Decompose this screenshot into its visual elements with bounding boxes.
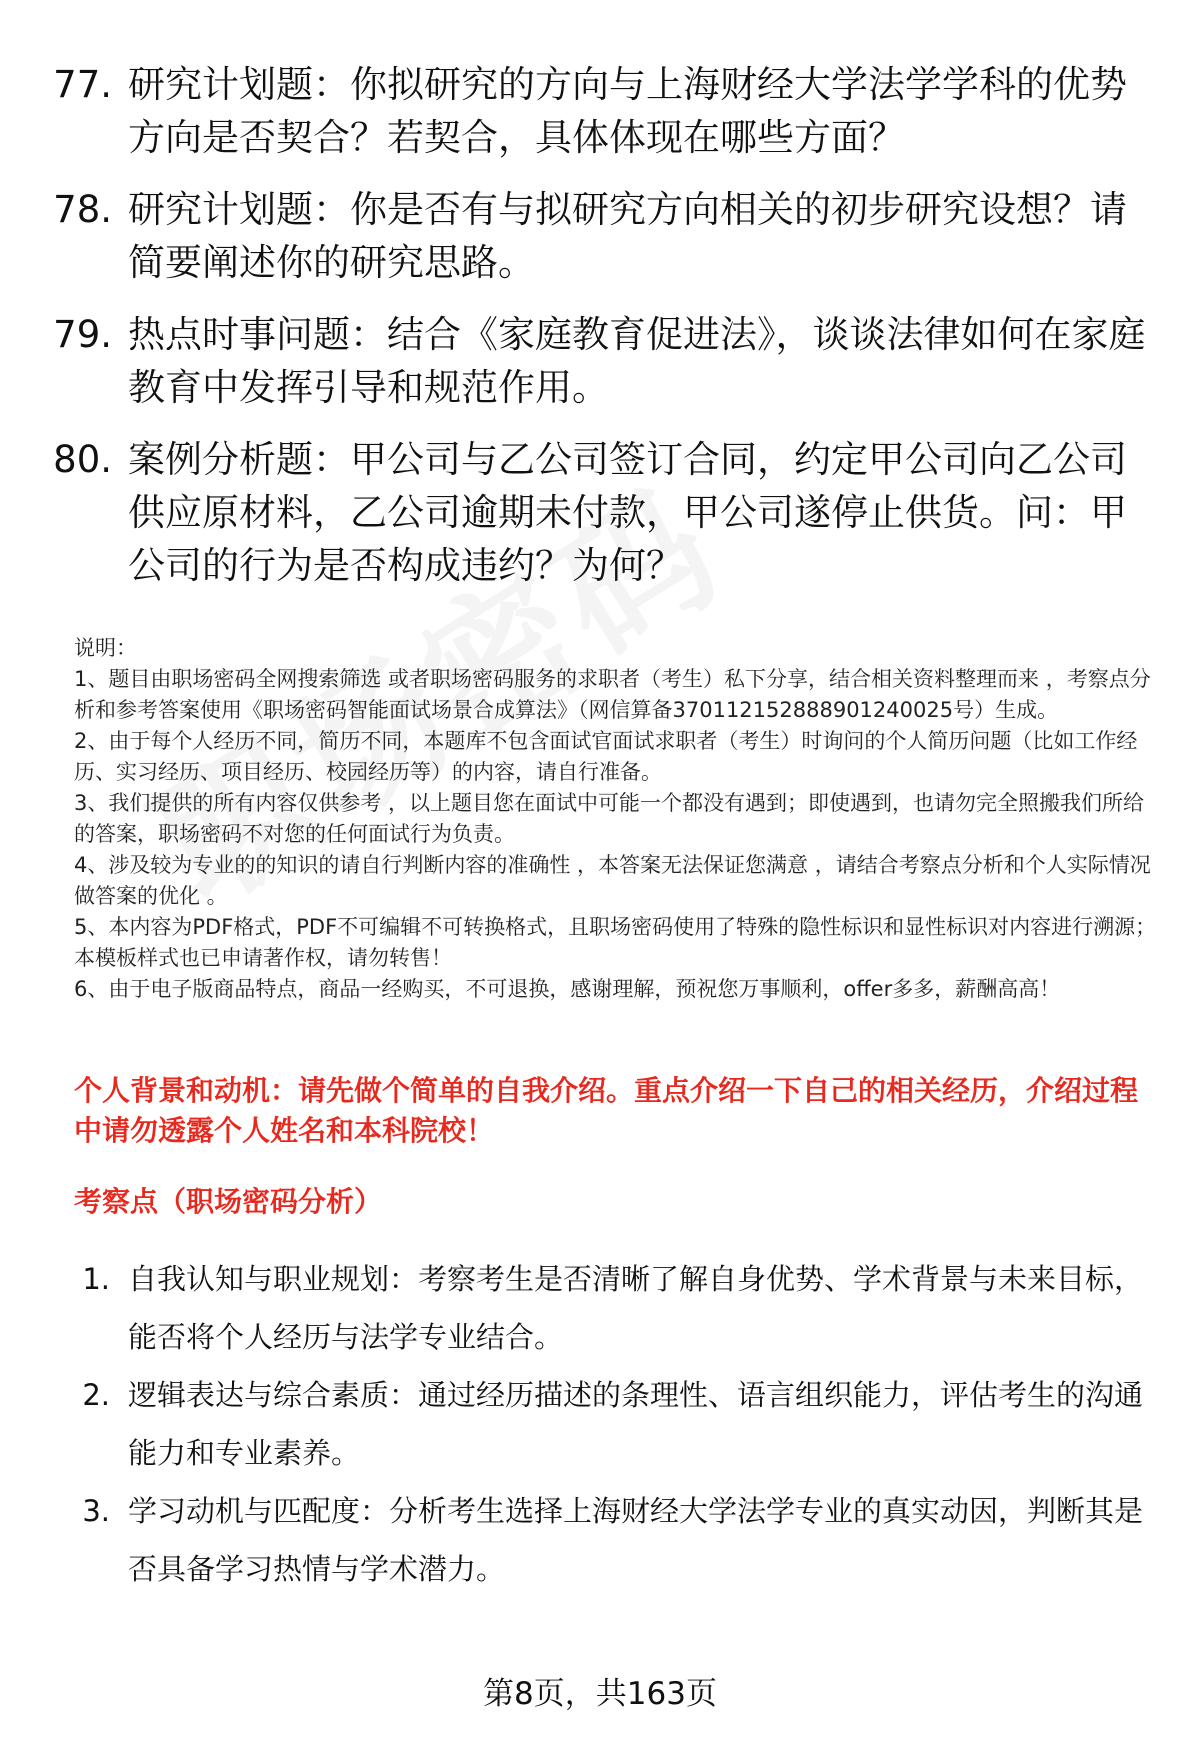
notes-item: 2、由于每个人经历不同，简历不同，本题库不包含面试官面试求职者（考生）时询问的个人简历问题（比如工作经历、实习经历、项目经历、校园经历等）的内容，请自行准备。: [74, 729, 1138, 784]
question-number: 80.: [53, 438, 112, 481]
question-text: 研究计划题：你拟研究的方向与上海财经大学法学学科的优势方向是否契合？若契合，具体体现在哪些方面？: [128, 63, 1127, 159]
analysis-points: [70, 1250, 1150, 1598]
question-text: 研究计划题：你是否有与拟研究方向相关的初步研究设想？请简要阐述你的研究思路。: [128, 188, 1127, 284]
analysis-point: [70, 1366, 1150, 1482]
section-question-heading: 个人背景和动机：请先做个简单的自我介绍。重点介绍一下自己的相关经历，介绍过程中请勿透露个人姓名和本科院校！: [74, 1074, 1139, 1147]
analysis-point: [70, 1482, 1150, 1598]
question-item: [40, 183, 1150, 289]
page-footer: 第8页，共163页: [483, 1676, 717, 1712]
notes-title: 说明：: [74, 636, 137, 660]
question-text: 案例分析题：甲公司与乙公司签订合同，约定甲公司向乙公司供应原材料，乙公司逾期未付款，甲公司遂停止供货。问：甲公司的行为是否构成违约？为何？: [128, 438, 1127, 587]
point-text: 自我认知与职业规划：考察考生是否清晰了解自身优势、学术背景与未来目标，能否将个人经历与法学专业结合。: [128, 1262, 1144, 1354]
question-item: [40, 308, 1150, 414]
notes-item: 4、涉及较为专业的的知识的请自行判断内容的准确性 ，本答案无法保证您满意 ，请结合考察点分析和个人实际情况做答案的优化 。: [74, 853, 1151, 908]
notes-item: 5、本内容为PDF格式，PDF不可编辑不可转换格式，且职场密码使用了特殊的隐性标识和显性标识对内容进行溯源；本模板样式也已申请著作权，请勿转售！: [74, 915, 1157, 970]
question-number: 78.: [53, 188, 112, 231]
notes-item: 3、我们提供的所有内容仅供参考 ，以上题目您在面试中可能一个都没有遇到；即使遇到，也请勿完全照搬我们所给的答案，职场密码不对您的任何面试行为负责。: [74, 791, 1145, 846]
notes-item: 1、题目由职场密码全网搜索筛选 或者职场密码服务的求职者（考生）私下分享，结合相关资料整理而来 ，考察点分析和参考答案使用《职场密码智能面试场景合成算法》（网信算备370112152888901240025号）生成。: [74, 667, 1151, 722]
point-number: 2.: [82, 1378, 110, 1412]
analysis-point: [70, 1250, 1150, 1366]
question-item: [40, 433, 1150, 592]
question-text: 热点时事问题：结合《家庭教育促进法》，谈谈法律如何在家庭教育中发挥引导和规范作用。: [128, 313, 1146, 409]
notes-item: 6、由于电子版商品特点，商品一经购买，不可退换，感谢理解，预祝您万事顺利，offer多多，薪酬高高！: [74, 977, 1061, 1001]
question-number: 77.: [53, 63, 112, 106]
disclaimer-notes: [74, 633, 1164, 1005]
question-list: [40, 58, 1150, 611]
point-text: 逻辑表达与综合素质：通过经历描述的条理性、语言组织能力，评估考生的沟通能力和专业素养。: [128, 1378, 1144, 1470]
point-number: 3.: [82, 1494, 110, 1528]
question-item: [40, 58, 1150, 164]
point-text: 学习动机与匹配度：分析考生选择上海财经大学法学专业的真实动因，判断其是否具备学习热情与学术潜力。: [128, 1494, 1144, 1586]
question-number: 79.: [53, 313, 112, 356]
point-number: 1.: [82, 1262, 110, 1296]
analysis-subheading: 考察点（职场密码分析）: [74, 1185, 383, 1218]
